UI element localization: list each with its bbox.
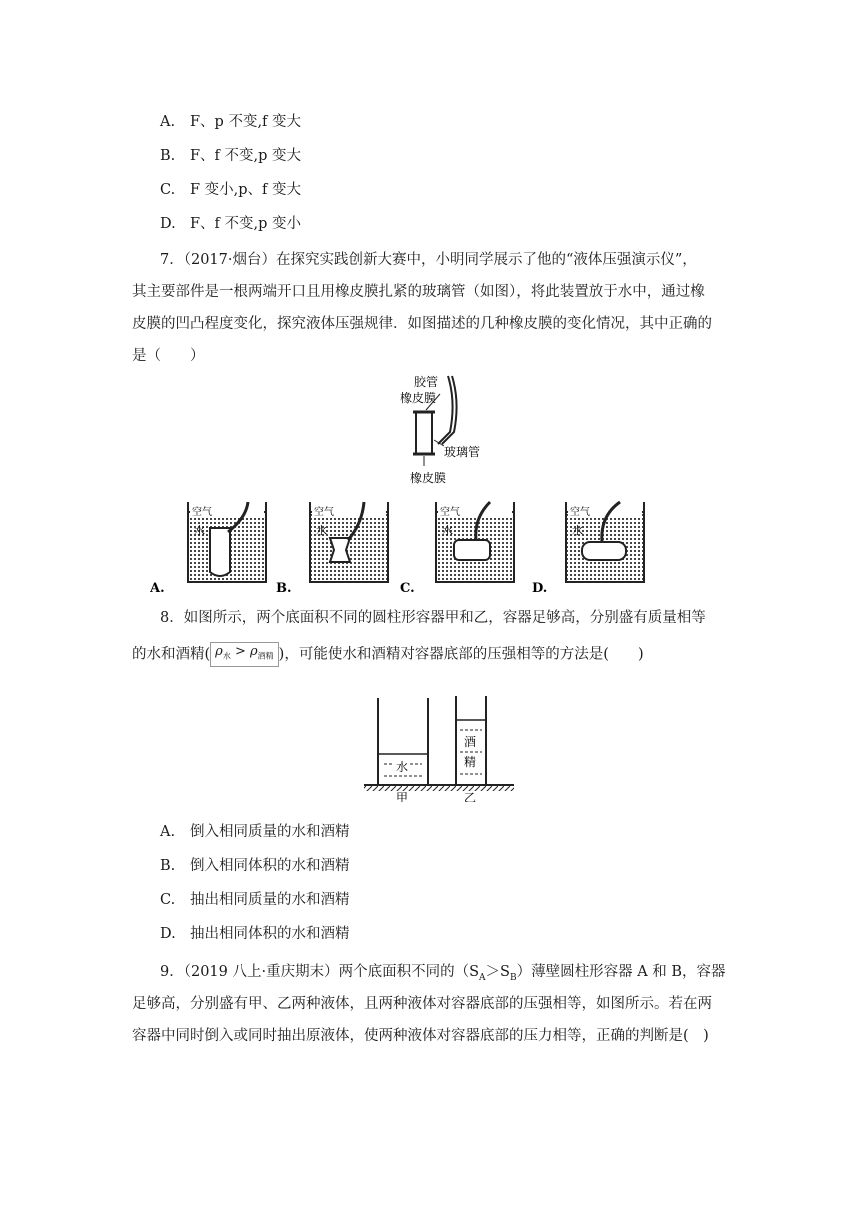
q7-device-figure (400, 372, 520, 486)
label-glass: 玻璃管 (444, 445, 481, 459)
q7-line-1: 7．（2017·烟台）在探究实践创新大赛中，小明同学展示了他的“液体压强演示仪”， (160, 252, 697, 268)
svg-text:水: 水 (316, 524, 327, 537)
q7-line-2: 其主要部件是一根两端开口且用橡皮膜扎紧的玻璃管（如图），将此装置放于水中，通过橡 (132, 284, 705, 300)
q6-option-b: B. F、f 不变,p 变大 (160, 148, 302, 164)
q8-line-2: 的水和酒精( $\rho_水 > \rho_{酒精}$ )，可能使水和酒精对容器底部的压强相等的方法是( ) (132, 642, 644, 667)
q8-line-1: 8．如图所示，两个底面积不同的圆柱形容器甲和乙，容器足够高，分别盛有质量相等 (160, 610, 706, 626)
panel-a-label: A. (150, 581, 165, 596)
svg-text:空气: 空气 (192, 507, 212, 518)
q8-option-a: A. 倒入相同质量的水和酒精 (160, 824, 350, 840)
q6-option-d: D. F、f 不变,p 变小 (160, 216, 302, 232)
rubber-tube (438, 376, 453, 444)
glass-tube (416, 412, 432, 454)
panel-c-label: C. (400, 581, 415, 596)
q6-option-c: C. F 变小,p、f 变大 (160, 182, 302, 198)
q6-option-a: A. F、p 不变,f 变大 (160, 114, 302, 130)
q7-panels (150, 498, 710, 598)
label-jia: 甲 (396, 791, 409, 802)
panel-a (150, 502, 266, 596)
container-yi (456, 696, 486, 784)
label-water: 水 (396, 760, 409, 774)
q8-option-b: B. 倒入相同体积的水和酒精 (160, 858, 350, 874)
panel-b (276, 502, 388, 596)
label-yi: 乙 (464, 791, 477, 802)
svg-text:水: 水 (442, 524, 453, 537)
label-alcohol-2: 精 (464, 755, 477, 769)
q9-line-2: 足够高，分别盛有甲、乙两种液体，且两种液体对容器底部的压强相等，如图所示。若在两 (132, 996, 712, 1012)
svg-text:空气: 空气 (314, 507, 334, 518)
q8-containers-figure (360, 690, 520, 802)
svg-text:空气: 空气 (570, 507, 590, 518)
q8-option-c: C. 抽出相同质量的水和酒精 (160, 892, 350, 908)
container-jia (378, 698, 428, 784)
label-membrane-top: 橡皮膜 (400, 391, 437, 405)
svg-text:空气: 空气 (440, 507, 460, 518)
panel-d-label: D. (532, 581, 548, 596)
q7-line-3: 皮膜的凹凸程度变化，探究液体压强规律．如图描述的几种橡皮膜的变化情况，其中正确的 (132, 316, 712, 332)
panel-b-label: B. (276, 581, 292, 596)
q9-line-3: 容器中同时倒入或同时抽出原液体，使两种液体对容器底部的压力相等，正确的判断是( ) (132, 1028, 709, 1044)
label-tube: 胶管 (414, 375, 439, 389)
panel-d (532, 502, 644, 596)
q7-line-4: 是（ ） (132, 348, 205, 364)
density-inequality: $\rho_水 > \rho_{酒精}$ (210, 642, 278, 667)
panel-c (400, 502, 514, 596)
label-alcohol-1: 酒 (464, 735, 477, 749)
label-membrane-bottom: 橡皮膜 (410, 471, 447, 485)
q9-line-1: 9．（2019 八上·重庆期末）两个底面积不同的$(S_A>S_B)$薄壁圆柱形容器 A 和 B，容器 (160, 964, 726, 983)
svg-text:水: 水 (194, 524, 205, 537)
q8-option-d: D. 抽出相同体积的水和酒精 (160, 926, 350, 942)
svg-text:水: 水 (572, 524, 583, 537)
